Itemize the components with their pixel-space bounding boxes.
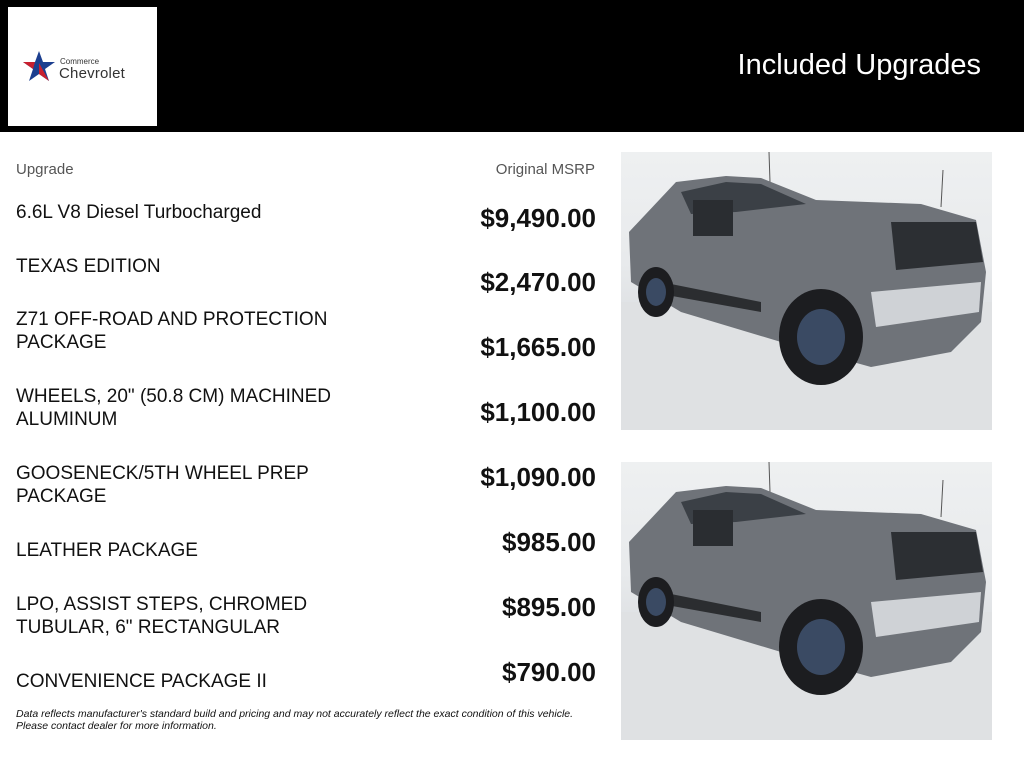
texas-star-icon: [22, 49, 56, 83]
upgrade-name: 6.6L V8 Diesel Turbocharged: [16, 202, 262, 223]
upgrade-price: $985.00: [502, 527, 596, 557]
upgrade-row: [0, 308, 600, 373]
upgrade-name: WHEELS, 20" (50.8 CM) MACHINED ALUMINUM: [16, 386, 332, 430]
column-header-upgrade: Upgrade: [16, 161, 74, 178]
upgrade-price: $1,100.00: [480, 397, 596, 427]
vehicle-photo: [621, 152, 992, 430]
logo-small-text: Commerce: [60, 57, 100, 66]
column-header-msrp: Original MSRP: [495, 161, 595, 178]
upgrade-name: CONVENIENCE PACKAGE II: [16, 671, 267, 692]
upgrade-row: [0, 592, 600, 657]
page-title: Included Upgrades: [737, 49, 981, 81]
upgrade-price: $2,470.00: [480, 267, 596, 297]
upgrade-name: LEATHER PACKAGE: [16, 540, 198, 561]
vehicle-photo: [621, 462, 992, 740]
upgrade-row: [0, 527, 600, 592]
header-bar: [0, 0, 1024, 132]
logo-brand-text: Chevrolet: [59, 65, 125, 82]
upgrade-name: GOOSENECK/5TH WHEEL PREP PACKAGE: [16, 463, 309, 507]
upgrade-name: Z71 OFF-ROAD AND PROTECTION PACKAGE: [16, 309, 328, 353]
dealer-logo[interactable]: [8, 7, 157, 126]
truck-icon: [621, 152, 992, 430]
disclaimer-text: Data reflects manufacturer's standard build and pricing and may not accurately reflect the exact condition of this vehicle. Please contact dealer for more information.: [16, 708, 574, 732]
upgrade-price: $1,090.00: [480, 462, 596, 492]
upgrade-price: $1,665.00: [480, 332, 596, 362]
upgrade-price: $790.00: [502, 657, 596, 687]
upgrade-price: $9,490.00: [480, 203, 596, 233]
upgrade-name: LPO, ASSIST STEPS, CHROMED TUBULAR, 6" RECTANGULAR: [16, 594, 308, 638]
upgrade-row: [0, 385, 600, 450]
upgrade-name: TEXAS EDITION: [16, 256, 161, 277]
truck-icon: [621, 462, 992, 740]
upgrade-row: [0, 462, 600, 527]
upgrade-price: $895.00: [502, 592, 596, 622]
